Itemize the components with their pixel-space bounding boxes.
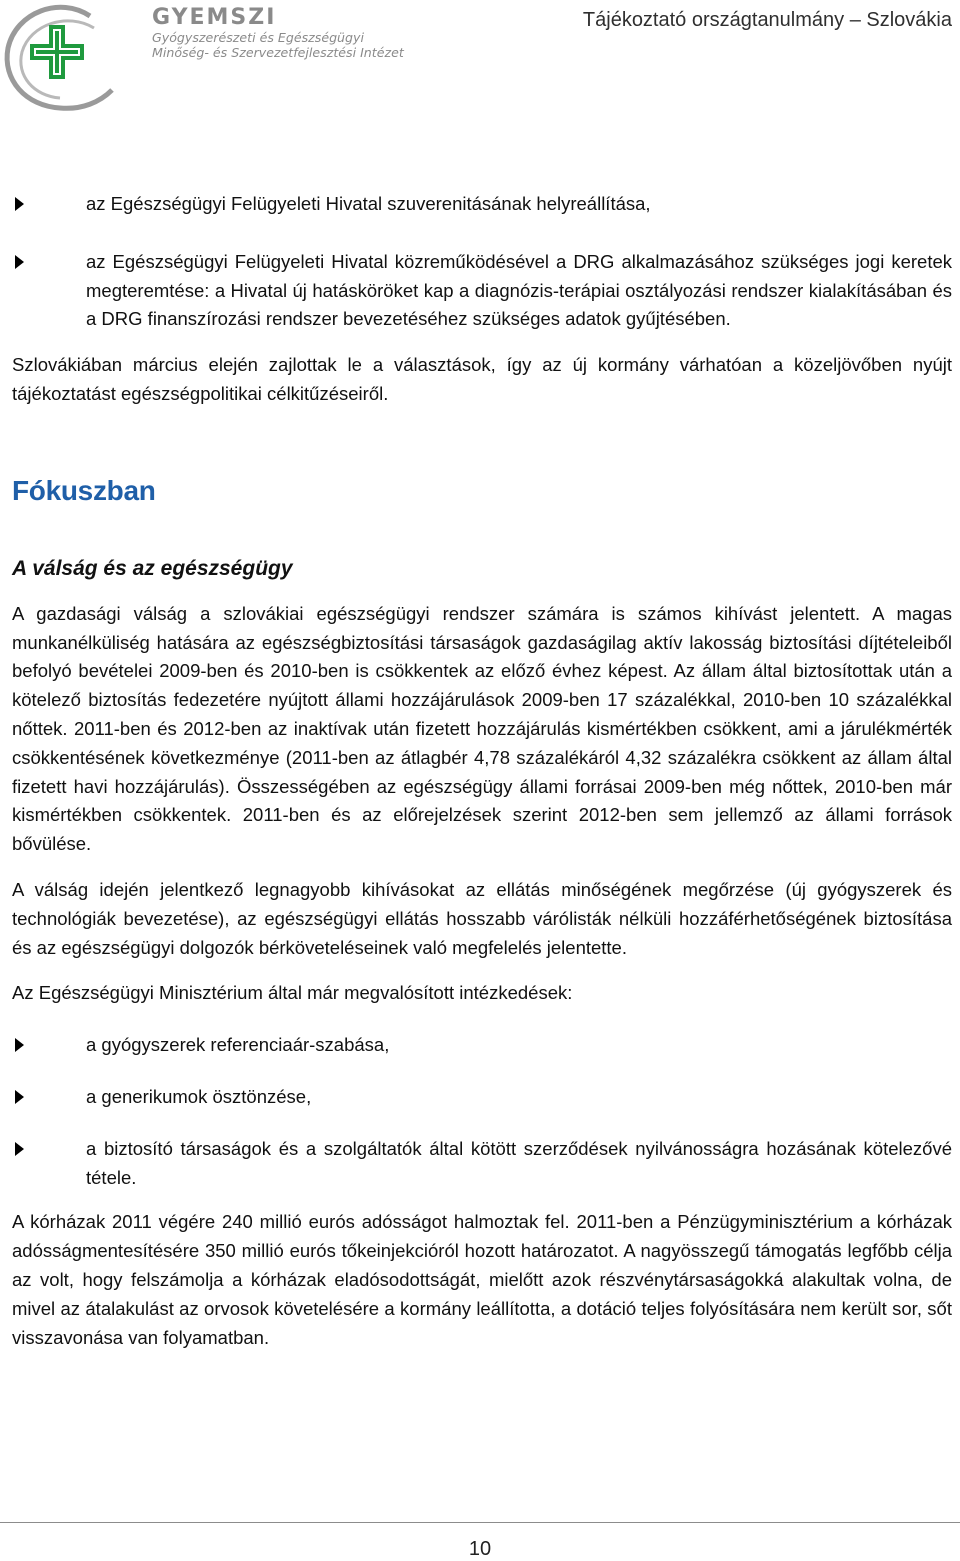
body-paragraph: A válság idején jelentkező legnagyobb kihívásokat az ellátás minőségének megőrzése (új gyógyszerek és technológiák bevezetése), az egészségügyi ellátás hosszabb várólisták nélküli hozzáférhetőségének biztosítása és az egészségügyi dolgozók bérköveteléseinek való megfelelés jelentette. xyxy=(12,878,952,958)
document-title: Tájékoztató országtanulmány – Szlovákia xyxy=(582,9,952,31)
list-item xyxy=(12,1135,952,1193)
bullet-list-measures xyxy=(12,1031,952,1192)
intro-paragraph: Szlovákiában március elején zajlottak le a választások, így az új kormány várhatóan a közeljövőben nyújt tájékoztatást egészségpolitikai célkitűzéseiről. xyxy=(12,354,952,404)
list-item-text: a gyógyszerek referenciaár-szabása, xyxy=(86,1034,390,1056)
organization-name: GYEMSZI xyxy=(152,5,277,30)
closing-paragraph: A kórházak 2011 végére 240 millió eurós adósságot halmoztak fel. 2011-ben a Pénzügyminisztérium a kórházak adósságmentesítésére 350 millió eurós tőkeinjekcióról hozott határozatot. A nagyösszegű támogatás legfőbb célja az volt, hogy felszámolja a kórházak eladósodottságát, mielőtt azok részvénytársaságokká alakultak volna, de mivel az átalakulást az orvosok követelésére a kormány leállította, a dotáció teljes folyósítására nem került sor, sőt visszavonása van folyamatban. xyxy=(12,1211,952,1348)
list-item xyxy=(12,1031,952,1060)
triangle-bullet-icon xyxy=(15,1090,24,1104)
triangle-bullet-icon xyxy=(15,1038,24,1052)
list-item xyxy=(12,1083,952,1112)
list-item xyxy=(12,248,952,334)
page-header xyxy=(0,0,960,115)
body-paragraph: A gazdasági válság a szlovákiai egészségügyi rendszer számára is számos kihívást jelentett. A magas munkanélküliség hatására az egészségbiztosítási társaságok gazdaságilag aktív lakosság biztosítási díjtételeiből befolyó bevételei 2009-ben és 2010-ben is csökkentek az előző évhez képest. Az állam által biztosítottak után a kötelező biztosítás fedezetére nyújtott állami hozzájárulások 2009-ben 17 százalékkal, 2010-ben 10 százalékkal nőttek. 2011-ben és 2012-ben az inaktívak után fizetett hozzájárulás kismértékben csökkent, ami a járulékmérték csökkentésének következménye (2011-ben az átlagbér 4,78 százalékáról 4,32 százalékra csökkent az állam által fizetett havi hozzájárulás). Összességében az egészségügy állami forrásai 2009-ben még nőttek, 2010-ben már kismértékben csökkentek. 2011-ben és az előrejelzések szerint 2012-ben sem jellemző az állami források bővülése. xyxy=(12,602,952,855)
body-paragraph: Az Egészségügyi Minisztérium által már megvalósított intézkedések: xyxy=(12,982,573,1004)
list-item-text: a biztosító társaságok és a szolgáltatók által kötött szerződések nyilvánosságra hozásának kötelezővé tétele. xyxy=(86,1137,952,1188)
page-number: 10 xyxy=(468,1538,492,1560)
list-item-text: az Egészségügyi Felügyeleti Hivatal közreműködésével a DRG alkalmazásához szükséges jogi keretek megteremtése: a Hivatal új hatásköröket kap a diagnózis-terápiai osztályozási rendszer kialakításában és a DRG finanszírozási rendszer bevezetéséhez szükséges adatok gyűjtésében. xyxy=(86,250,952,330)
footer-divider xyxy=(0,1522,960,1523)
organization-block xyxy=(152,6,472,60)
bullet-list-top xyxy=(12,190,952,334)
list-item-text: a generikumok ösztönzése, xyxy=(86,1085,312,1107)
subsection-title: A válság és az egészségügy xyxy=(12,556,293,580)
organization-line-2: Minőség- és Szervezetfejlesztési Intézet xyxy=(152,45,404,60)
organization-line-1: Gyógyszerészeti és Egészségügyi xyxy=(152,30,364,45)
main-content xyxy=(12,190,952,1352)
triangle-bullet-icon xyxy=(15,197,24,211)
list-item xyxy=(12,190,952,219)
list-item-text: az Egészségügyi Felügyeleti Hivatal szuverenitásának helyreállítása, xyxy=(86,193,651,214)
triangle-bullet-icon xyxy=(15,1142,24,1156)
section-title: Fókuszban xyxy=(12,474,156,506)
triangle-bullet-icon xyxy=(15,255,24,269)
